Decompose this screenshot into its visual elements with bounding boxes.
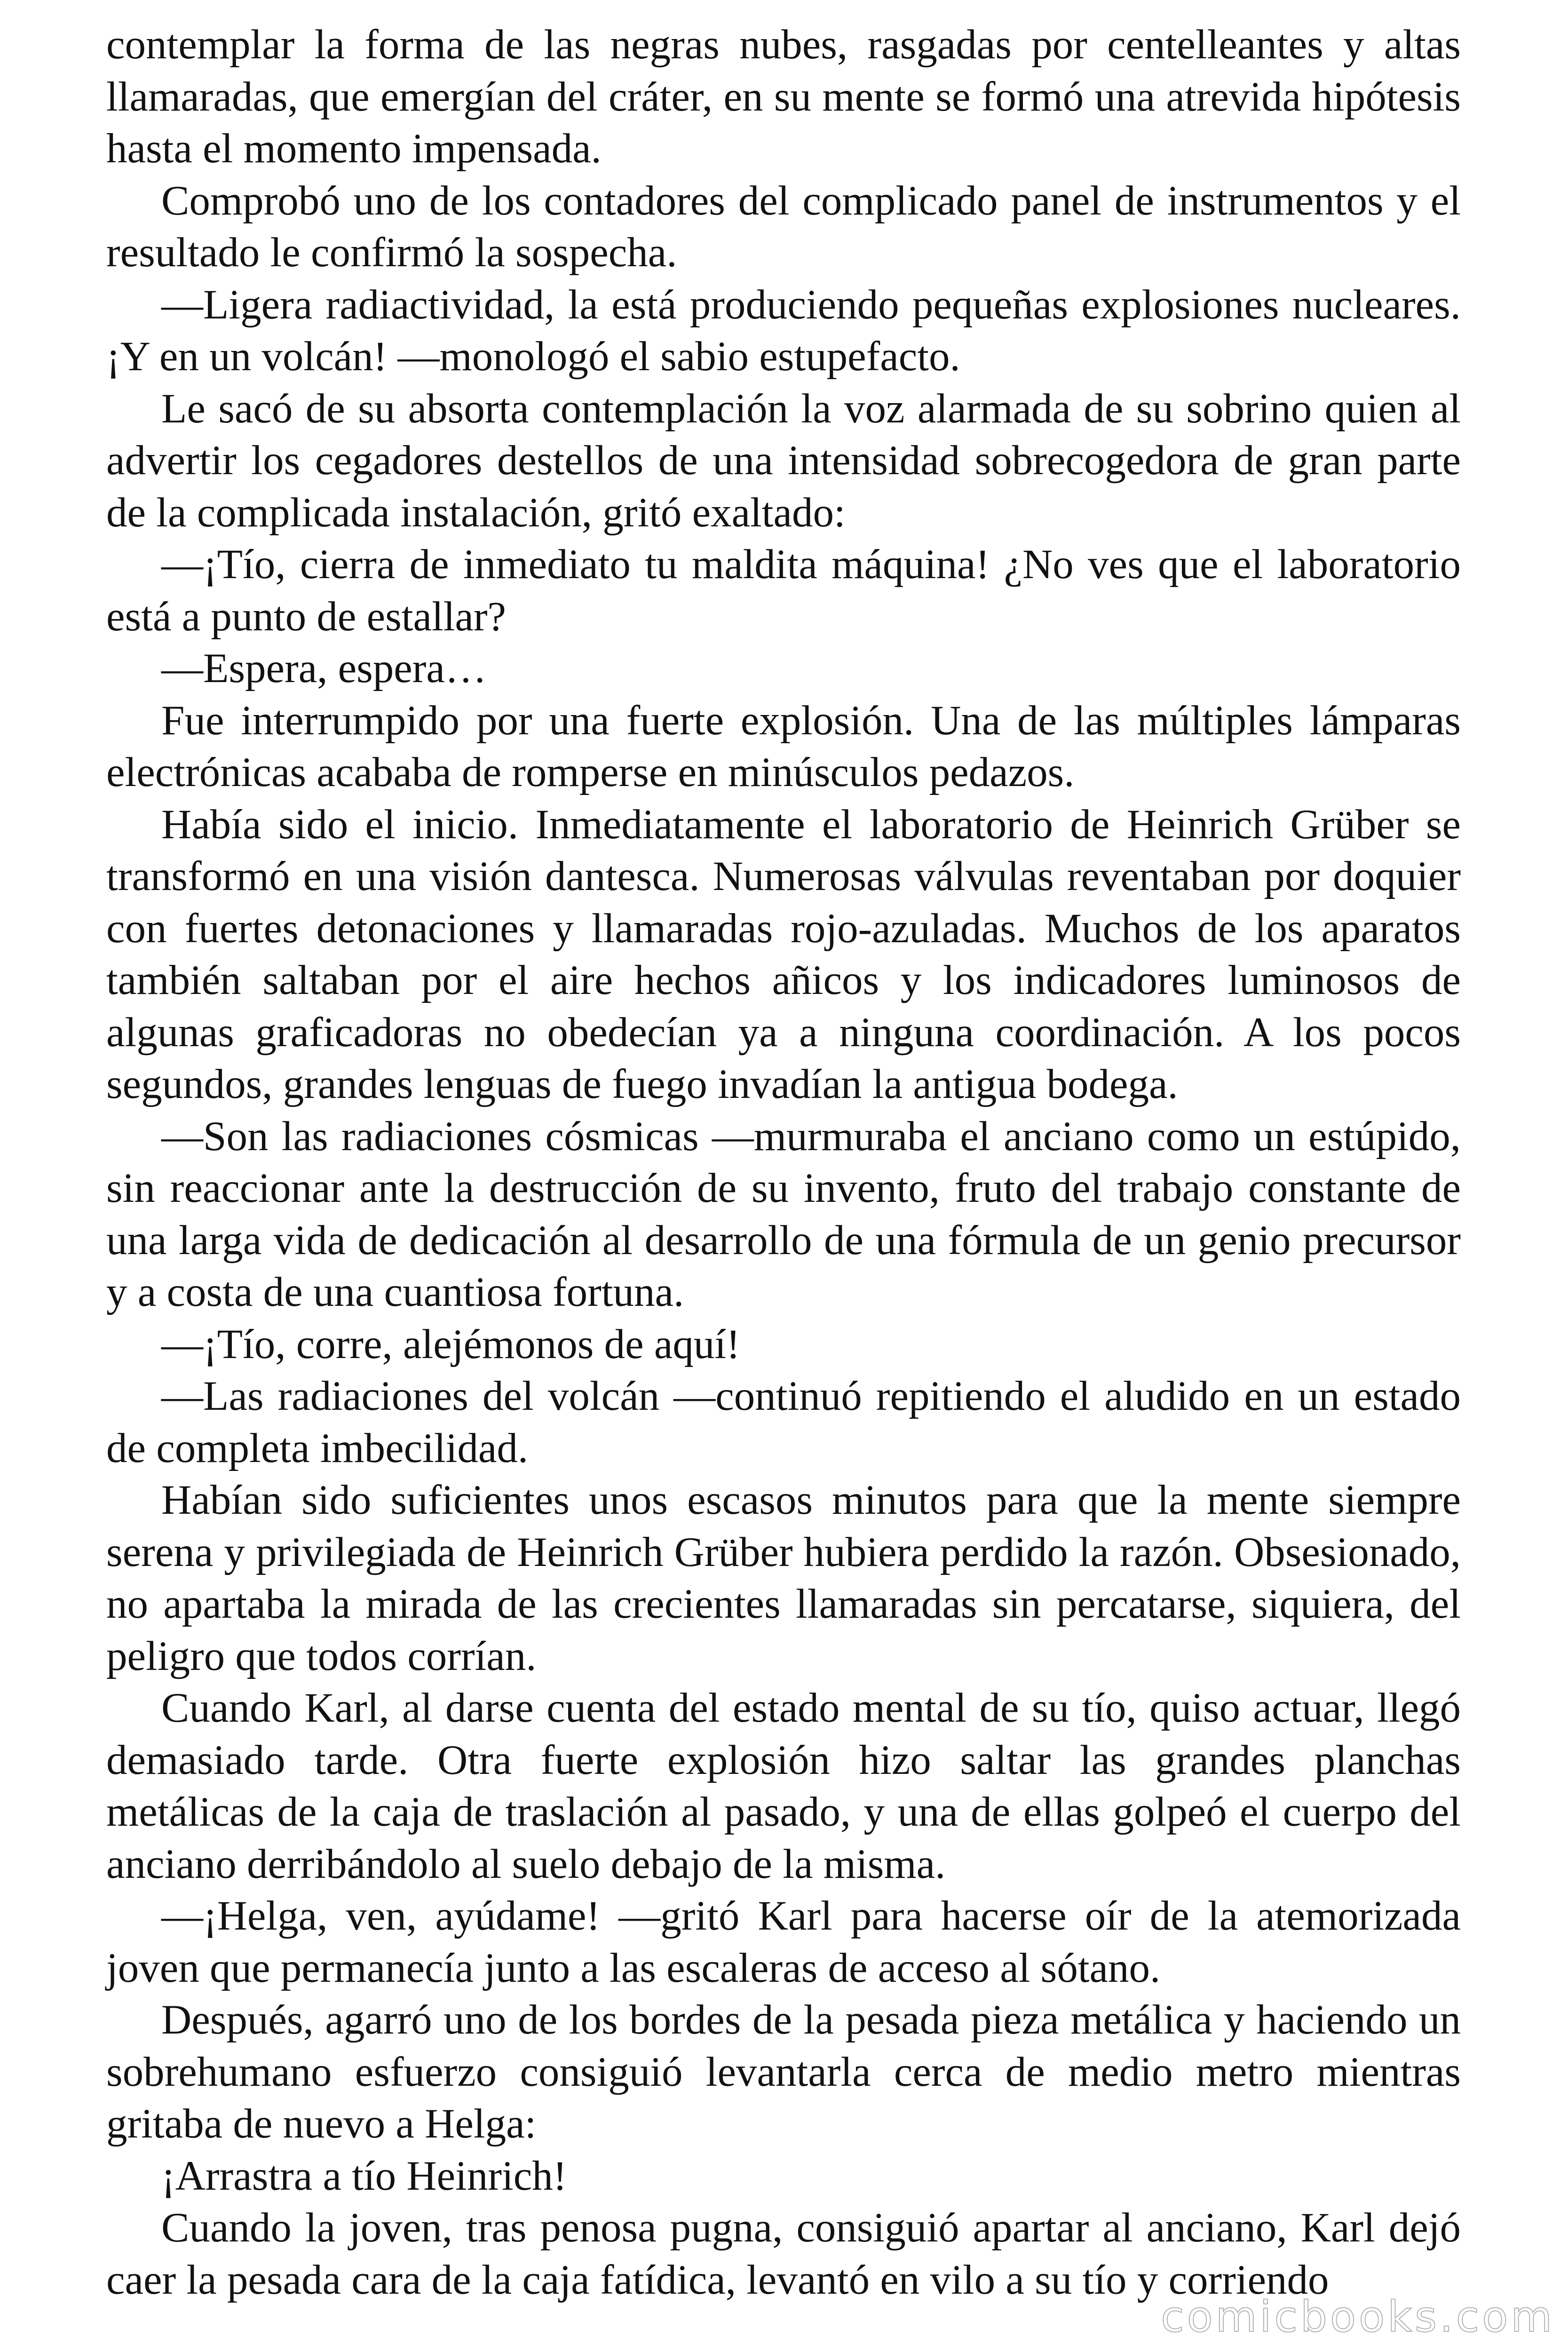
- paragraph-5: —¡Tío, cierra de inmediato tu maldita máquina! ¿No ves que el laboratorio está a punto de estallar?: [106, 541, 1461, 640]
- book-page-text: [106, 19, 1461, 2306]
- paragraph-8: Había sido el inicio. Inmediatamente el laboratorio de Heinrich Grüber se transformó en una visión dantesca. Numerosas válvulas reventaban por doquier con fuertes detonaciones y llamaradas rojo-azuladas. Muchos de los aparatos también saltaban por el aire hechos añicos y los indicadores luminosos de algunas graficadoras no obedecían ya a ninguna coordinación. A los pocos segundos, grandes lenguas de fuego invadían la antigua bodega.: [106, 801, 1461, 1107]
- paragraph-3: —Ligera radiactividad, la está produciendo pequeñas explosiones nucleares. ¡Y en un volcán! —monologó el sabio estupefacto.: [106, 281, 1461, 380]
- paragraph-11: —Las radiaciones del volcán —continuó repitiendo el aludido en un estado de completa imbecilidad.: [106, 1373, 1461, 1471]
- paragraph-10: —¡Tío, corre, alejémonos de aquí!: [161, 1321, 740, 1367]
- paragraph-2: Comprobó uno de los contadores del complicado panel de instrumentos y el resultado le confirmó la sospecha.: [106, 177, 1461, 276]
- paragraph-13: Cuando Karl, al darse cuenta del estado mental de su tío, quiso actuar, llegó demasiado tarde. Otra fuerte explosión hizo saltar las grandes planchas metálicas de la caja de traslación al pasado, y una de ellas golpeó el cuerpo del anciano derribándolo al suelo debajo de la misma.: [106, 1685, 1461, 1887]
- paragraph-14: —¡Helga, ven, ayúdame! —gritó Karl para hacerse oír de la atemorizada joven que permanecía junto a las escaleras de acceso al sótano.: [106, 1893, 1461, 1991]
- paragraph-16: ¡Arrastra a tío Heinrich!: [161, 2153, 567, 2199]
- paragraph-7: Fue interrumpido por una fuerte explosión. Una de las múltiples lámparas electrónicas acababa de romperse en minúsculos pedazos.: [106, 697, 1461, 795]
- paragraph-1: contemplar la forma de las negras nubes, rasgadas por centelleantes y altas llamaradas, que emergían del cráter, en su mente se formó una atrevida hipótesis hasta el momento impensada.: [106, 22, 1461, 172]
- watermark: comicbooks.com: [1161, 2292, 1555, 2342]
- paragraph-15: Después, agarró uno de los bordes de la pesada pieza metálica y haciendo un sobrehumano esfuerzo consiguió levantarla cerca de medio metro mientras gritaba de nuevo a Helga:: [106, 1997, 1461, 2147]
- paragraph-9: —Son las radiaciones cósmicas —murmuraba el anciano como un estúpido, sin reaccionar ante la destrucción de su invento, fruto del trabajo constante de una larga vida de dedicación al desarrollo de una fórmula de un genio precursor y a costa de una cuantiosa fortuna.: [106, 1113, 1461, 1315]
- paragraph-6: —Espera, espera…: [161, 645, 487, 691]
- paragraph-4: Le sacó de su absorta contemplación la voz alarmada de su sobrino quien al advertir los cegadores destellos de una intensidad sobrecogedora de gran parte de la complicada instalación, gritó exaltado:: [106, 385, 1461, 536]
- paragraph-12: Habían sido suficientes unos escasos minutos para que la mente siempre serena y privilegiada de Heinrich Grüber hubiera perdido la razón. Obsesionado, no apartaba la mirada de las crecientes llamaradas sin percatarse, siquiera, del peligro que todos corrían.: [106, 1477, 1461, 1679]
- paragraph-17: Cuando la joven, tras penosa pugna, consiguió apartar al anciano, Karl dejó caer la pesada cara de la caja fatídica, levantó en vilo a su tío y corriendo: [106, 2205, 1461, 2303]
